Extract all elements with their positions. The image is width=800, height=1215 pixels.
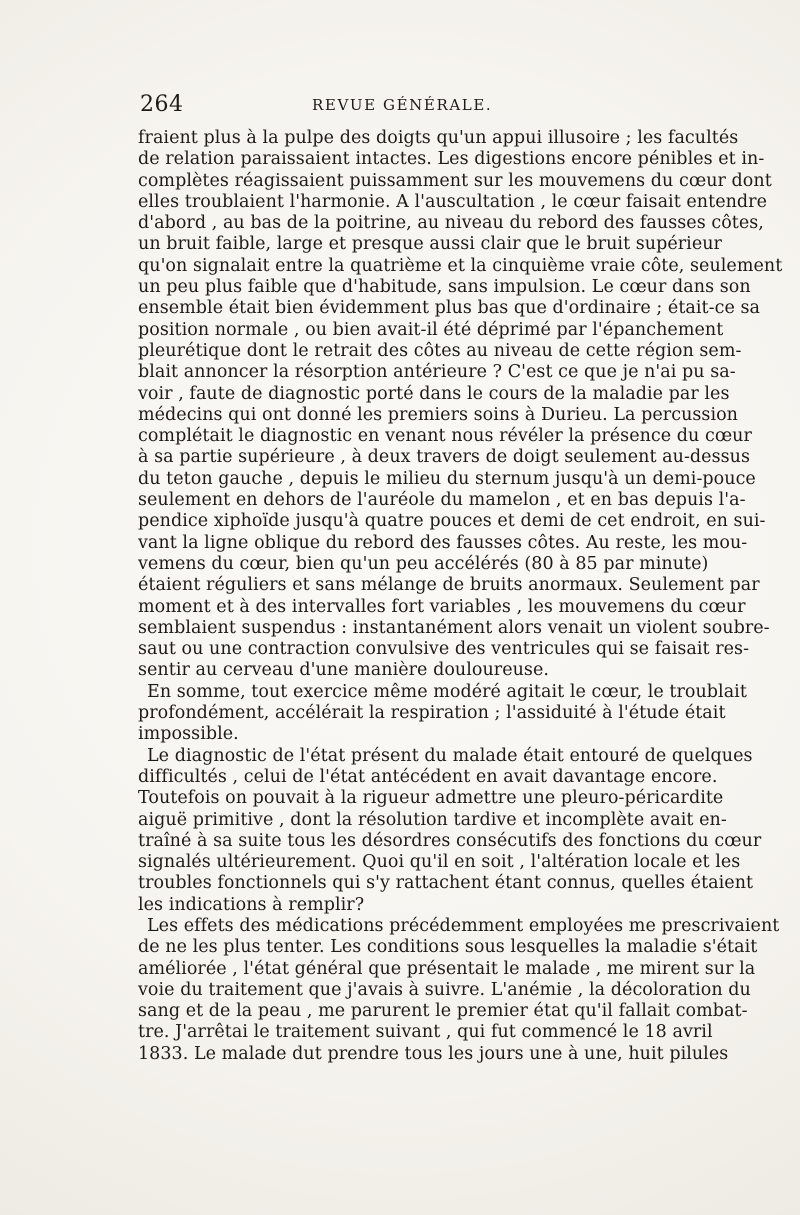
text-line-25: saut ou une contraction convulsive des ventricules qui se faisait res- bbox=[138, 639, 750, 660]
text-line-3: complètes réagissaient puissamment sur les mouvemens du cœur dont bbox=[138, 170, 772, 191]
text-line-21: vemens du cœur, bien qu'un peu accélérés (80 à 85 par minute) bbox=[138, 553, 709, 574]
text-line-12: blait annoncer la résorption antérieure ? C'est ce que je n'ai pu sa- bbox=[138, 362, 736, 383]
text-line-31: difficultés , celui de l'état antécédent en avait davantage encore. bbox=[138, 766, 718, 787]
text-line-20: vant la ligne oblique du rebord des fausses côtes. Au reste, les mou- bbox=[138, 532, 748, 553]
text-line-7: qu'on signalait entre la quatrième et la cinquième vraie côte, seulement bbox=[138, 255, 783, 276]
running-title: REVUE GÉNÉRALE. bbox=[312, 96, 493, 114]
text-line-15: complétait le diagnostic en venant nous révéler la présence du cœur bbox=[138, 426, 752, 447]
text-line-43: tre. J'arrêtai le traitement suivant , qui fut commencé le 18 avril bbox=[138, 1022, 713, 1043]
text-line-23: moment et à des intervalles fort variables , les mouvemens du cœur bbox=[138, 596, 746, 617]
text-line-29: impossible. bbox=[138, 724, 239, 745]
text-line-35: signalés ultérieurement. Quoi qu'il en soit , l'altération locale et les bbox=[138, 852, 741, 873]
text-line-27: En somme, tout exercice même modéré agitait le cœur, le troublait bbox=[147, 681, 747, 702]
page-number: 264 bbox=[140, 92, 184, 117]
text-line-18: seulement en dehors de l'auréole du mamelon , et en bas depuis l'a- bbox=[138, 490, 746, 511]
page-header bbox=[140, 92, 660, 122]
text-line-4: elles troublaient l'harmonie. A l'auscultation , le cœur faisait entendre bbox=[138, 191, 768, 212]
text-line-14: médecins qui ont donné les premiers soins à Durieu. La percussion bbox=[138, 404, 739, 425]
text-line-40: améliorée , l'état général que présentait le malade , me mirent sur la bbox=[138, 958, 756, 979]
text-line-19: pendice xiphoïde jusqu'à quatre pouces et demi de cet endroit, en sui- bbox=[138, 511, 766, 532]
text-line-11: pleurétique dont le retrait des côtes au niveau de cette région sem- bbox=[138, 340, 742, 361]
text-line-22: étaient réguliers et sans mélange de bruits anormaux. Seulement par bbox=[138, 575, 760, 596]
text-line-33: aiguë primitive , dont la résolution tardive et incomplète avait en- bbox=[138, 809, 727, 830]
text-line-28: profondément, accélérait la respiration ; l'assiduité à l'étude était bbox=[138, 703, 726, 724]
text-line-10: position normale , ou bien avait-il été déprimé par l'épanchement bbox=[138, 319, 724, 340]
text-line-9: ensemble était bien évidemment plus bas que d'ordinaire ; était-ce sa bbox=[138, 298, 760, 319]
text-line-44: 1833. Le malade dut prendre tous les jours une à une, huit pilules bbox=[138, 1043, 729, 1064]
text-line-2: de relation paraissaient intactes. Les digestions encore pénibles et in- bbox=[138, 149, 765, 170]
text-line-34: traîné à sa suite tous les désordres consécutifs des fonctions du cœur bbox=[138, 830, 762, 851]
text-line-24: semblaient suspendus : instantanément alors venait un violent soubre- bbox=[138, 617, 770, 638]
text-line-17: du teton gauche , depuis le milieu du sternum jusqu'à un demi-pouce bbox=[138, 468, 756, 489]
body-text bbox=[138, 128, 783, 1064]
text-line-16: à sa partie supérieure , à deux travers de doigt seulement au-dessus bbox=[138, 447, 750, 468]
text-line-38: Les effets des médications précédemment employées me prescrivaient bbox=[147, 915, 780, 936]
text-line-41: voie du traitement que j'avais à suivre. L'anémie , la décoloration du bbox=[138, 979, 751, 1000]
text-line-8: un peu plus faible que d'habitude, sans impulsion. Le cœur dans son bbox=[138, 277, 751, 298]
text-line-26: sentir au cerveau d'une manière douloureuse. bbox=[138, 660, 549, 681]
text-line-13: voir , faute de diagnostic porté dans le cours de la maladie par les bbox=[138, 383, 730, 404]
text-line-37: les indications à remplir? bbox=[138, 894, 365, 915]
text-line-1: fraient plus à la pulpe des doigts qu'un appui illusoire ; les facultés bbox=[138, 128, 739, 148]
text-line-5: d'abord , au bas de la poitrine, au niveau du rebord des fausses côtes, bbox=[138, 213, 764, 234]
text-line-32: Toutefois on pouvait à la rigueur admettre une pleuro-péricardite bbox=[138, 788, 724, 809]
text-line-36: troubles fonctionnels qui s'y rattachent étant connus, quelles étaient bbox=[138, 873, 754, 894]
text-line-39: de ne les plus tenter. Les conditions sous lesquelles la maladie s'était bbox=[138, 937, 758, 958]
text-line-30: Le diagnostic de l'état présent du malade était entouré de quelques bbox=[147, 745, 753, 766]
text-line-42: sang et de la peau , me parurent le premier état qu'il fallait combat- bbox=[138, 1001, 748, 1022]
text-line-6: un bruit faible, large et presque aussi clair que le bruit supérieur bbox=[138, 234, 722, 255]
